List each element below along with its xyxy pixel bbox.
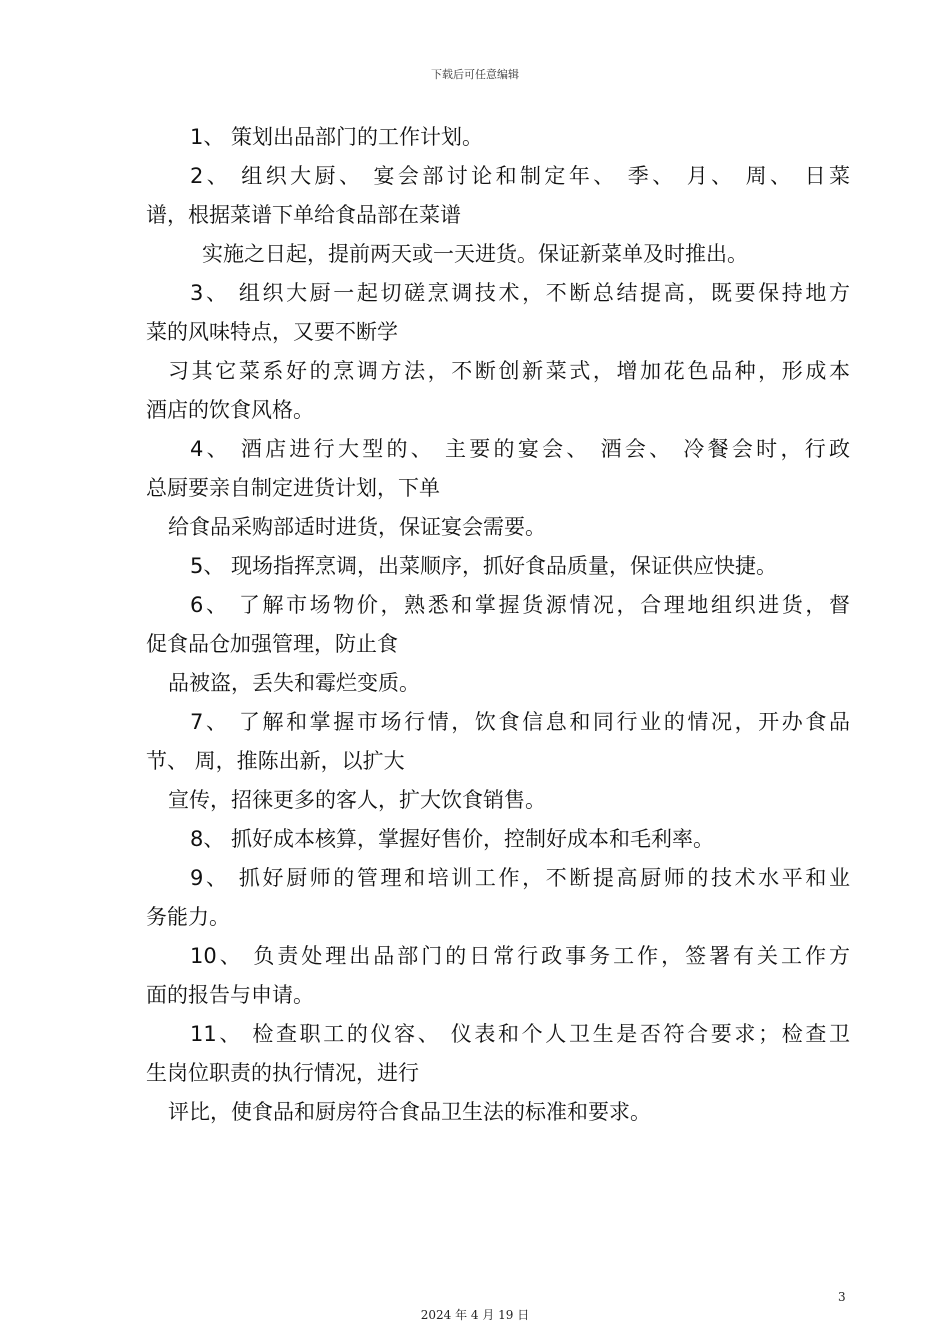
text-line: 节、 周，推陈出新，以扩大 <box>146 749 405 773</box>
text-line: 9、 抓好厨师的管理和培训工作，不断提高厨师的技术水平和业 <box>190 866 850 890</box>
text-line: 2、 组织大厨、 宴会部讨论和制定年、 季、 月、 周、 日菜 <box>190 164 850 188</box>
text-line: 实施之日起，提前两天或一天进货。保证新菜单及时推出。 <box>202 242 748 266</box>
text-line: 7、 了解和掌握市场行情，饮食信息和同行业的情况，开办食品 <box>190 710 850 734</box>
text-line: 面的报告与申请。 <box>146 983 314 1007</box>
text-line: 8、 抓好成本核算，掌握好售价，控制好成本和毛利率。 <box>190 827 715 851</box>
text-line: 务能力。 <box>146 905 230 929</box>
text-line: 促食品仓加强管理，防止食 <box>146 632 398 656</box>
footer-date: 2024 年 4 月 19 日 <box>420 1308 530 1322</box>
text-line: 品被盗，丢失和霉烂变质。 <box>168 671 420 695</box>
text-line: 生岗位职责的执行情况，进行 <box>146 1061 419 1085</box>
text-line: 6、 了解市场物价，熟悉和掌握货源情况，合理地组织进货，督 <box>190 593 850 617</box>
text-line: 11、 检查职工的仪容、 仪表和个人卫生是否符合要求；检查卫 <box>190 1022 850 1046</box>
text-line: 菜的风味特点，又要不断学 <box>146 320 398 344</box>
text-line: 5、 现场指挥烹调，出菜顺序，抓好食品质量，保证供应快捷。 <box>190 554 778 578</box>
text-line: 酒店的饮食风格。 <box>146 398 314 422</box>
text-line: 1、 策划出品部门的工作计划。 <box>190 125 484 149</box>
header-note: 下载后可任意编辑 <box>431 68 519 81</box>
text-line: 总厨要亲自制定进货计划，下单 <box>146 476 440 500</box>
text-line: 3、 组织大厨一起切磋烹调技术，不断总结提高，既要保持地方 <box>190 281 850 305</box>
document-body <box>146 118 850 1132</box>
text-line: 谱，根据菜谱下单给食品部在菜谱 <box>146 203 461 227</box>
page-number: 3 <box>838 1290 846 1304</box>
text-line: 评比，使食品和厨房符合食品卫生法的标准和要求。 <box>168 1100 651 1124</box>
text-line: 习其它菜系好的烹调方法，不断创新菜式，增加花色品种，形成本 <box>168 359 850 383</box>
text-line: 给食品采购部适时进货，保证宴会需要。 <box>168 515 546 539</box>
text-line: 4、 酒店进行大型的、 主要的宴会、 酒会、 冷餐会时，行政 <box>190 437 850 461</box>
text-line: 宣传，招徕更多的客人，扩大饮食销售。 <box>168 788 546 812</box>
text-line: 10、 负责处理出品部门的日常行政事务工作，签署有关工作方 <box>190 944 850 968</box>
